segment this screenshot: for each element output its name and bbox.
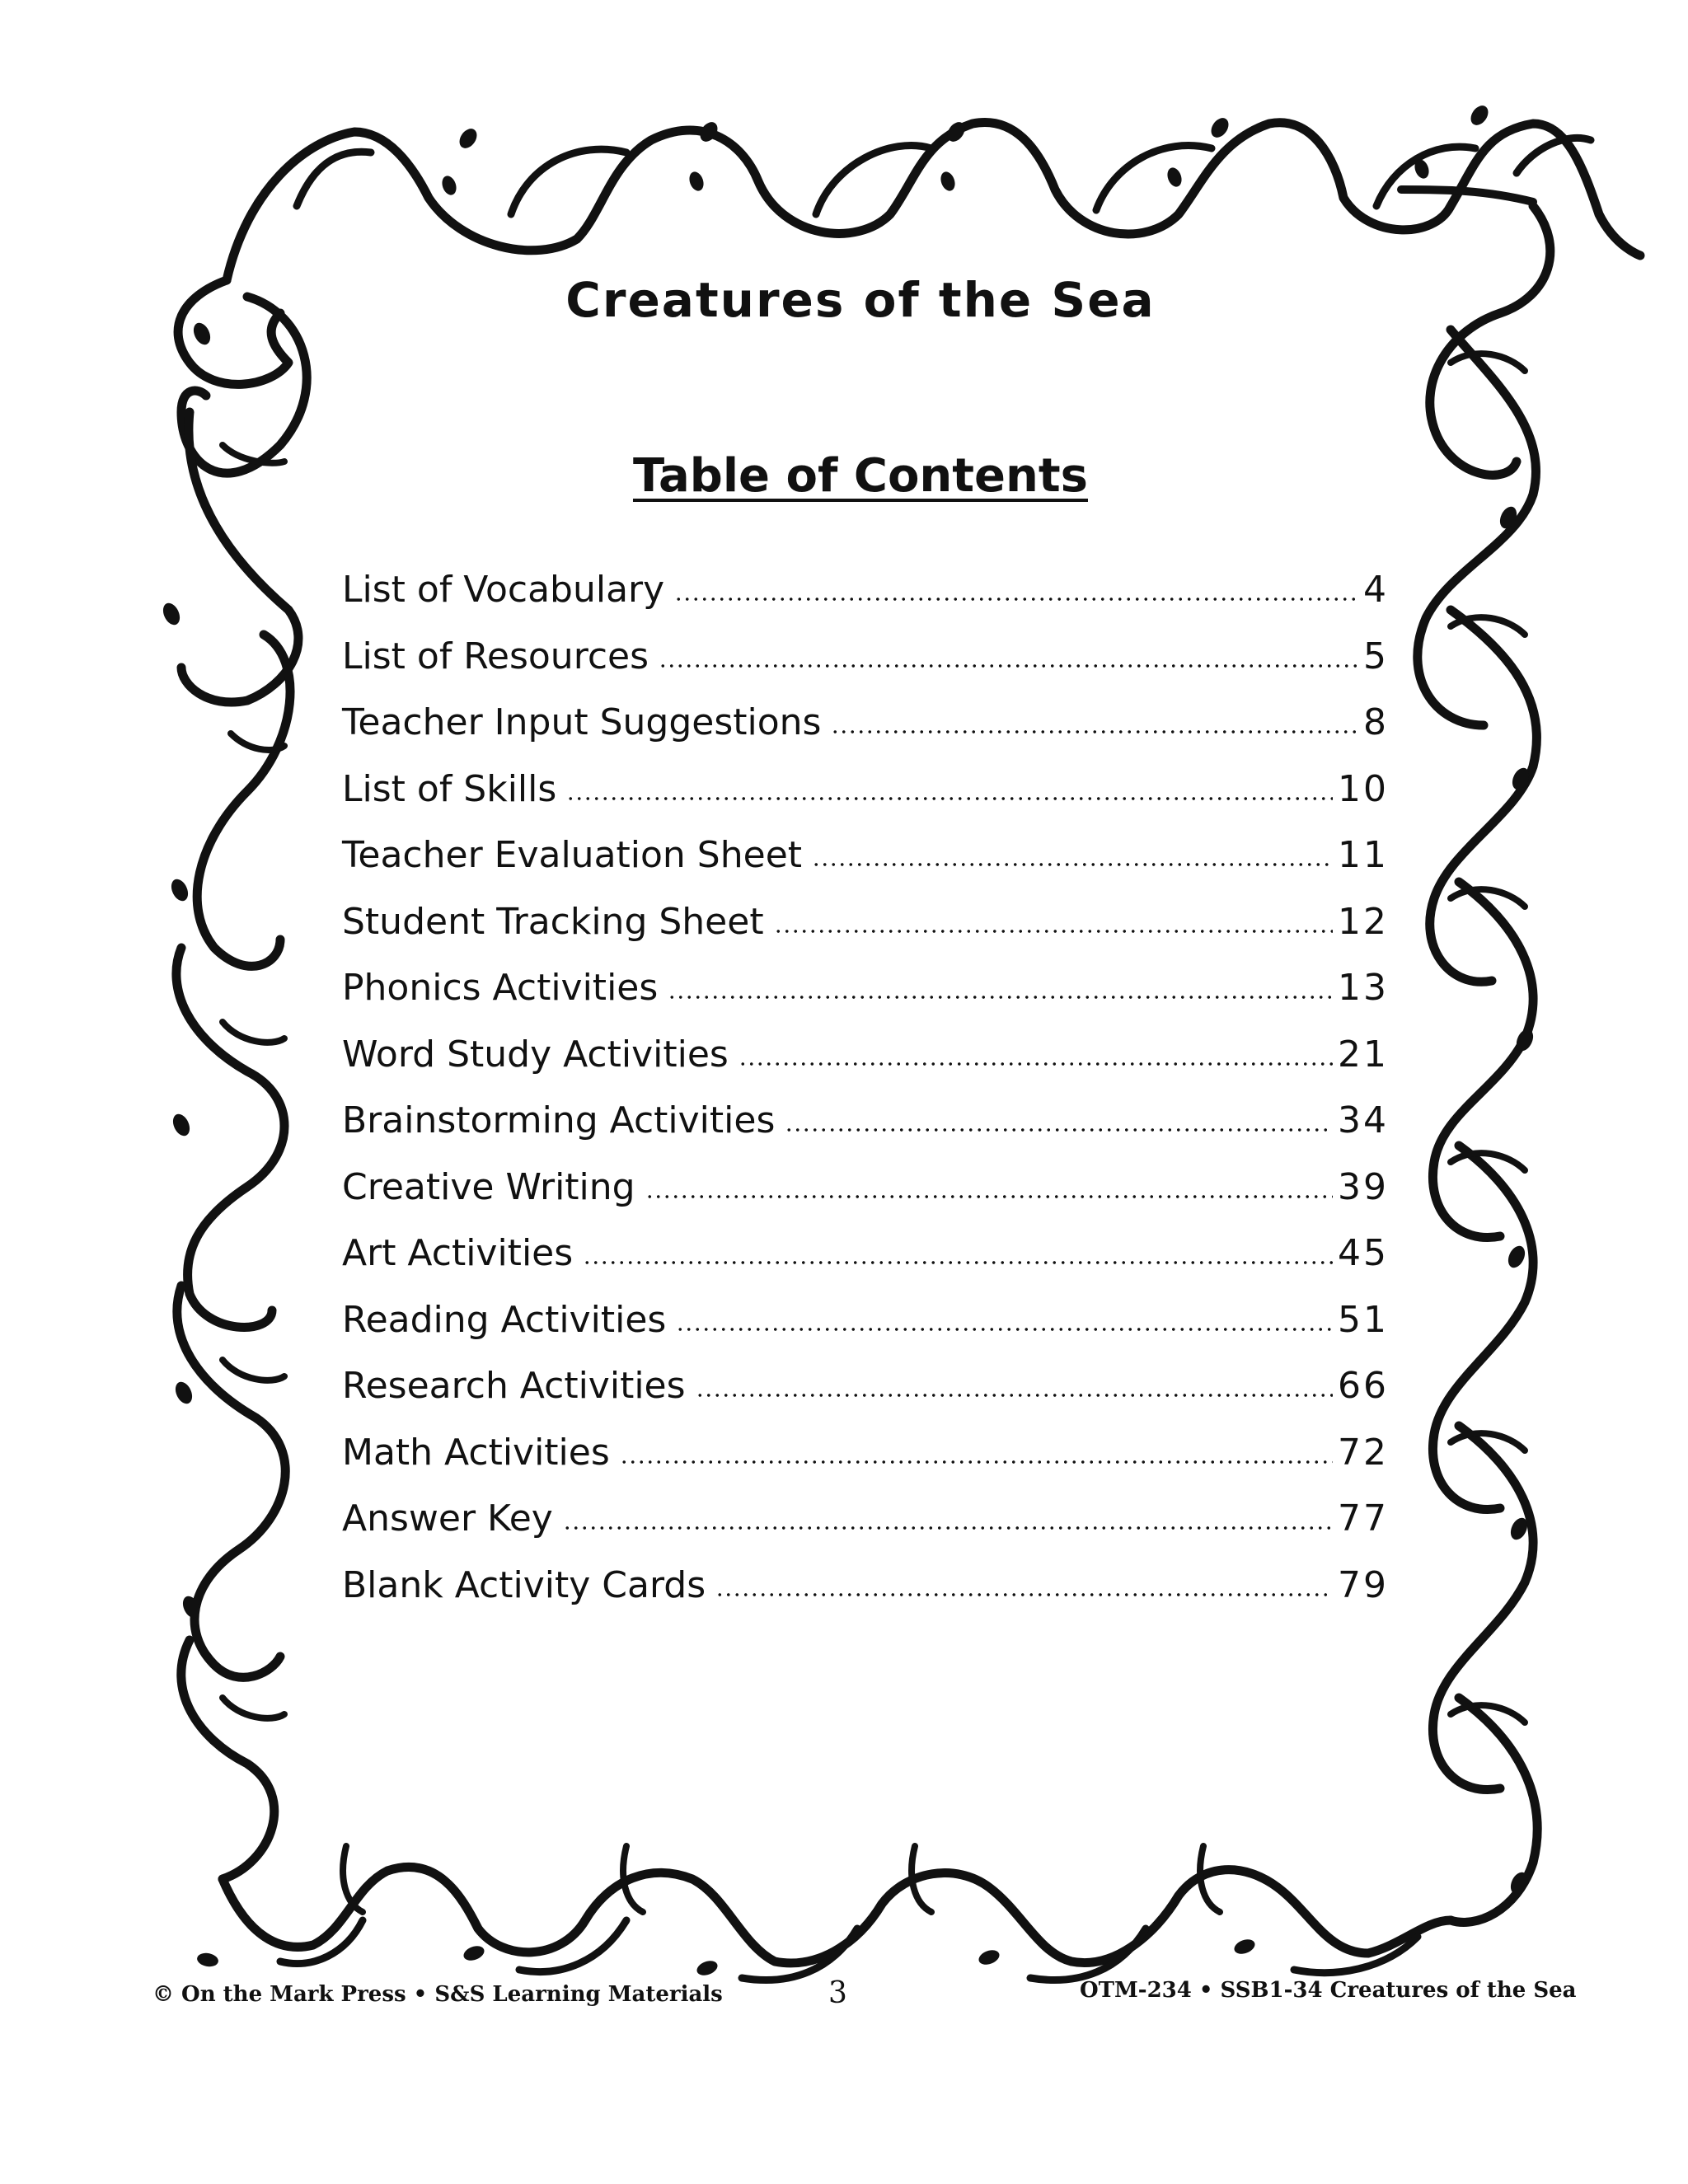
toc-entry-page-number: 72	[1338, 1431, 1389, 1474]
toc-entry	[342, 834, 1389, 901]
toc-entry-page-number: 39	[1338, 1165, 1389, 1208]
toc-dot-leader	[696, 1393, 1333, 1398]
toc-dot-leader	[583, 1260, 1333, 1265]
top-wave-curl	[1096, 146, 1212, 210]
toc-entry-page-number: 51	[1338, 1298, 1389, 1341]
toc-entry	[342, 635, 1389, 702]
toc-entry-page-number: 10	[1338, 767, 1389, 810]
water-drop-icon	[1207, 115, 1232, 141]
toc-entry-title: List of Vocabulary	[342, 569, 665, 611]
toc-entry	[342, 569, 1389, 635]
toc-entry	[342, 1232, 1389, 1299]
water-drop-icon	[1467, 102, 1492, 129]
toc-entry-title: Reading Activities	[342, 1298, 667, 1341]
water-drop-icon	[160, 601, 183, 628]
toc-entry-title: Teacher Evaluation Sheet	[342, 834, 803, 876]
toc-entry-title: Research Activities	[342, 1365, 686, 1407]
toc-entry	[342, 967, 1389, 1033]
toc-entry-page-number: 13	[1338, 967, 1389, 1009]
toc-entry-page-number: 11	[1338, 834, 1389, 876]
right-wave-curl	[1451, 617, 1525, 635]
toc-entry	[342, 1432, 1389, 1498]
toc-dot-leader	[563, 1526, 1333, 1530]
document-title: Creatures of the Sea	[565, 272, 1156, 328]
toc-dot-leader	[715, 1592, 1333, 1597]
toc-entry-page-number: 66	[1338, 1365, 1389, 1407]
toc-entry-page-number: 12	[1338, 900, 1389, 943]
water-drop-icon	[938, 170, 957, 193]
water-drop-icon	[1505, 1244, 1528, 1271]
top-wave-curl	[297, 152, 371, 206]
toc-entry	[342, 1033, 1389, 1100]
left-wave-curl	[223, 1698, 284, 1718]
toc-entry-page-number: 77	[1338, 1497, 1389, 1540]
toc-entry-title: Blank Activity Cards	[342, 1563, 706, 1606]
toc-entry	[342, 1166, 1389, 1233]
toc-entry-title: Word Study Activities	[342, 1033, 729, 1076]
toc-dot-leader	[774, 929, 1333, 934]
toc-entry-title: Answer Key	[342, 1497, 553, 1540]
water-drop-icon	[1232, 1937, 1257, 1957]
bottom-wave-curl	[519, 1920, 626, 1972]
toc-entry-page-number: 4	[1363, 569, 1389, 611]
toc-entry-page-number: 34	[1338, 1099, 1389, 1141]
bottom-wave-curl	[1200, 1846, 1220, 1912]
toc-dot-leader	[620, 1460, 1333, 1465]
table-of-contents-heading: Table of Contents	[632, 449, 1088, 503]
toc-entry	[342, 1497, 1389, 1564]
water-drop-icon	[439, 174, 458, 197]
toc-entry-title: Creative Writing	[342, 1165, 635, 1208]
water-drop-icon	[196, 1952, 219, 1968]
toc-dot-leader	[812, 862, 1333, 867]
toc-dot-leader	[659, 663, 1358, 668]
top-wave-tip	[1401, 190, 1533, 202]
water-drop-icon	[977, 1947, 1001, 1967]
toc-entry-page-number: 79	[1338, 1563, 1389, 1606]
left-wave-line	[177, 1286, 285, 1677]
footer-product-code: OTM-234 • SSB1-34 Creatures of the Sea	[1080, 1978, 1577, 2003]
water-drop-icon	[687, 170, 706, 193]
toc-entry	[342, 1365, 1389, 1432]
toc-entry	[342, 1564, 1389, 1631]
toc-entry-title: Brainstorming Activities	[342, 1099, 776, 1141]
water-drop-icon	[462, 1943, 486, 1963]
toc-dot-leader	[738, 1062, 1333, 1066]
footer-page-number: 3	[828, 1976, 847, 2010]
toc-entry-title: Phonics Activities	[342, 967, 659, 1009]
left-wave-curl	[223, 1022, 284, 1043]
left-wave-line	[176, 948, 284, 1327]
toc-entry-title: Student Tracking Sheet	[342, 900, 764, 943]
toc-dot-leader	[566, 796, 1333, 801]
water-drop-icon	[170, 1112, 193, 1139]
water-drop-icon	[456, 125, 481, 152]
toc-entry-title: List of Skills	[342, 767, 557, 810]
toc-entry	[342, 1299, 1389, 1366]
toc-entry-title: List of Resources	[342, 635, 649, 677]
toc-entry	[342, 901, 1389, 968]
toc-entry	[342, 768, 1389, 835]
footer-publisher: © On the Mark Press • S&S Learning Materials	[152, 1982, 723, 2007]
water-drop-icon	[172, 1380, 195, 1407]
toc-dot-leader	[785, 1127, 1333, 1132]
toc-dot-leader	[831, 729, 1358, 734]
toc-entry-page-number: 45	[1338, 1232, 1389, 1274]
toc-entry-page-number: 21	[1338, 1033, 1389, 1076]
toc-entry-title: Teacher Input Suggestions	[342, 701, 822, 743]
toc-entry	[342, 701, 1389, 768]
water-drop-icon	[168, 877, 191, 904]
toc-dot-leader	[674, 597, 1358, 602]
toc-entry-page-number: 8	[1363, 701, 1389, 743]
right-wave-line	[1430, 610, 1537, 982]
toc-dot-leader	[676, 1327, 1333, 1332]
right-wave-line	[1432, 882, 1533, 1238]
table-of-contents-list	[342, 569, 1389, 1630]
toc-dot-leader	[645, 1194, 1333, 1199]
toc-dot-leader	[668, 995, 1333, 1000]
right-wave-line	[1432, 1146, 1533, 1510]
toc-entry	[342, 1099, 1389, 1166]
right-wave-line	[1432, 1426, 1533, 1790]
water-drop-icon	[695, 1958, 720, 1978]
bottom-wave-line	[223, 1867, 1451, 1962]
left-wave-curl	[223, 1360, 284, 1380]
water-drop-icon	[1165, 166, 1184, 189]
toc-entry-title: Art Activities	[342, 1232, 574, 1274]
toc-entry-page-number: 5	[1363, 635, 1389, 677]
toc-entry-title: Math Activities	[342, 1431, 610, 1474]
